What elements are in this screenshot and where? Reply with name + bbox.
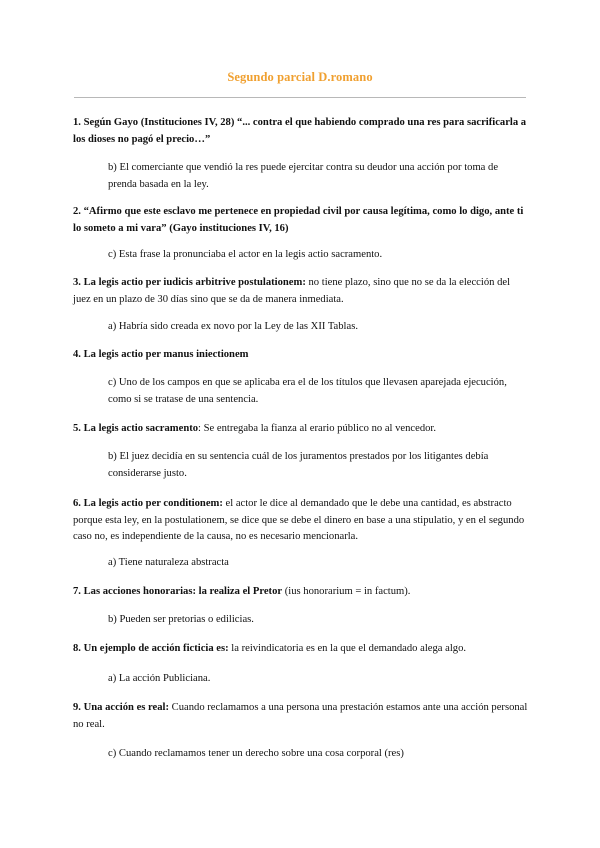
title-divider [74, 97, 526, 98]
question-1-bold: 1. Según Gayo (Instituciones IV, 28) “... contra el que habiendo comprado una res para sacrificarla a los dioses no pagó el precio…” [73, 117, 527, 145]
question-5 [73, 421, 528, 438]
answer-2: c) Esta frase la pronunciaba el actor en la legis actio sacramento. [108, 249, 383, 260]
question-5-text: : Se entregaba la fianza al erario público no al vencedor. [198, 423, 437, 434]
answer-1: b) El comerciante que vendió la res puede ejercitar contra su deudor una acción por toma de prenda basada en la ley. [108, 162, 499, 190]
question-3 [73, 275, 528, 308]
question-8-text: la reivindicatoria es en la que el demandado alega algo. [228, 643, 467, 654]
answer-3: a) Habría sido creada ex novo por la Ley de las XII Tablas. [108, 321, 358, 332]
question-6-text: el actor le dice al demandado que le debe una cantidad, es abstracto porque esta ley, en la postulationem, se dice que se debe el dinero en base a una stipulatio, y en el segundo caso no, es independiente de la causa, no es necesario mencionarla. [73, 498, 525, 542]
answer-7: b) Pueden ser pretorias o edilicias. [108, 614, 254, 625]
question-4 [73, 347, 528, 364]
question-6-bold: 6. La legis actio per conditionem: [73, 498, 223, 509]
document-title: Segundo parcial D.romano [227, 70, 373, 84]
question-9-bold: 9. Una acción es real: [73, 702, 170, 713]
answer-5: b) El juez decidía en su sentencia cuál de los juramentos prestados por los litigantes debía considerarse justo. [108, 451, 489, 479]
question-9 [73, 700, 528, 733]
question-5-bold: 5. La legis actio sacramento [73, 423, 199, 434]
question-1 [73, 115, 528, 148]
question-2-bold: 2. “Afirmo que este esclavo me pertenece en propiedad civil por causa legítima, como lo digo, ante ti lo someto a mi vara” (Gayo instituciones IV, 16) [73, 206, 524, 234]
question-7 [73, 584, 528, 601]
question-6 [73, 496, 528, 546]
question-3-bold: 3. La legis actio per iudicis arbitrive postulationem: [73, 277, 306, 288]
question-3-text: no tiene plazo, sino que no se da la elección del juez en un plazo de 30 días sino que se da de manera inmediata. [73, 277, 511, 305]
question-8-bold: 8. Un ejemplo de acción ficticia es: [73, 643, 229, 654]
answer-4: c) Uno de los campos en que se aplicaba era el de los títulos que llevasen aparejada ejecución, como si se tratase de una sentencia. [108, 377, 507, 405]
question-8 [73, 641, 528, 658]
question-7-bold: 7. Las acciones honorarias: la realiza el Pretor [73, 586, 283, 597]
answer-9: c) Cuando reclamamos tener un derecho sobre una cosa corporal (res) [108, 748, 404, 759]
question-2 [73, 204, 528, 237]
question-7-text: (ius honorarium = in factum). [282, 586, 411, 597]
answer-6: a) Tiene naturaleza abstracta [108, 557, 229, 568]
answer-8: a) La acción Publiciana. [108, 673, 211, 684]
question-9-text: Cuando reclamamos a una persona una prestación estamos ante una acción personal no real. [73, 702, 528, 730]
question-4-bold: 4. La legis actio per manus iniectionem [73, 349, 249, 360]
